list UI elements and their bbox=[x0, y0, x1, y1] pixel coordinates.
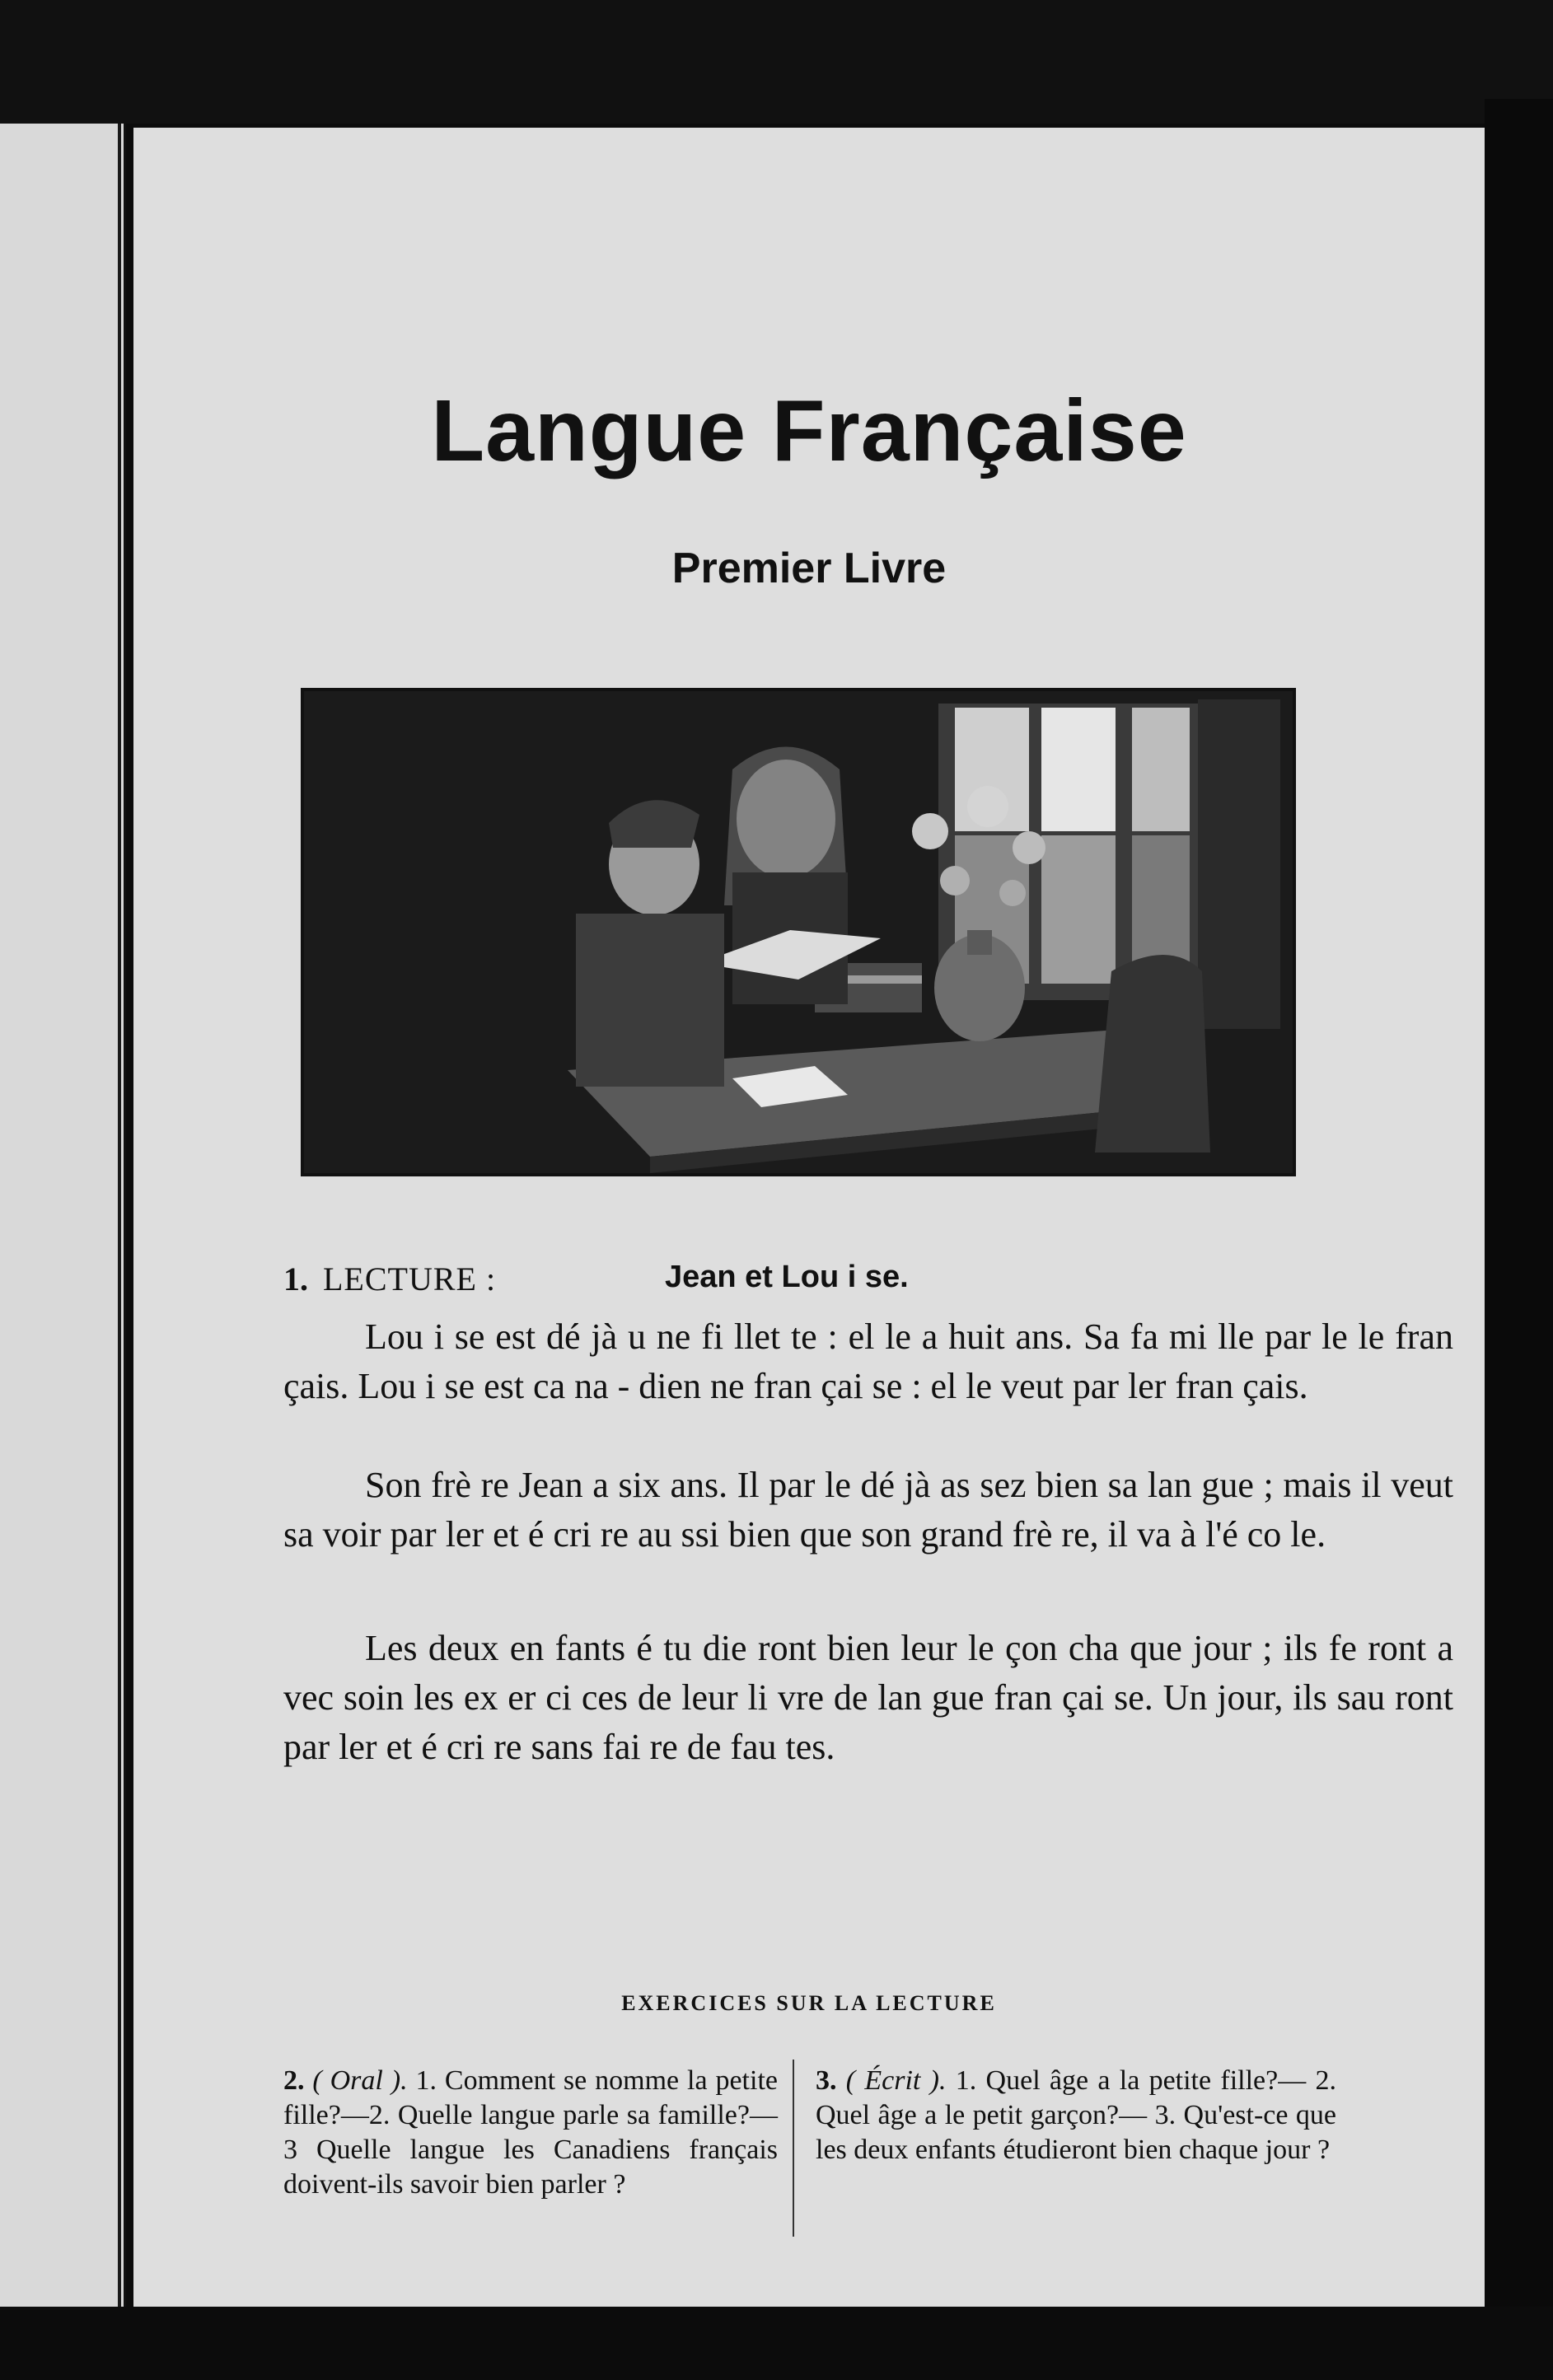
exercise-oral-text: 1. Comment se nomme la petite fille?—2. Quelle langue parle sa famille?—3 Quelle langue les Canadiens français doivent-ils savoir bien parler ? bbox=[283, 2065, 778, 2200]
scan-bottom-border bbox=[0, 2307, 1553, 2380]
children-reading-image bbox=[304, 691, 1293, 1173]
exercises-heading: EXERCICES SUR LA LECTURE bbox=[621, 1991, 997, 2015]
reading-illustration bbox=[301, 688, 1296, 1176]
page-title: Langue Française bbox=[431, 382, 1187, 479]
book-page bbox=[133, 128, 1485, 2307]
lecture-header bbox=[283, 1260, 1437, 1301]
exercise-oral-number: 2. bbox=[283, 2065, 305, 2096]
exercise-ecrit bbox=[816, 2064, 1336, 2167]
page-subtitle: Premier Livre bbox=[671, 545, 947, 592]
scan-top-border bbox=[0, 0, 1553, 124]
exercise-ecrit-number: 3. bbox=[816, 2065, 837, 2096]
column-divider bbox=[793, 2060, 794, 2237]
paragraph-2: Son frè re Jean a six ans. Il par le dé jà as sez bien sa lan gue ; mais il veut sa voir par ler et é cri re au ssi bien que son grand frè re, il va à l'é co le. bbox=[283, 1465, 1453, 1555]
scan-right-border bbox=[1485, 99, 1553, 2380]
left-page-edge bbox=[0, 124, 126, 2307]
paragraph-3: Les deux en fants é tu die ront bien leur le çon cha que jour ; ils fe ront a vec soin les ex er ci ces de leur li vre de lan gue fran çai se. Un jour, ils sau ront par ler et é cri re sans fai re de fau tes. bbox=[283, 1628, 1453, 1767]
story-title: Jean et Lou i se. bbox=[665, 1260, 909, 1294]
lecture-label: LECTURE : bbox=[323, 1260, 497, 1298]
exercise-ecrit-mode: ( Écrit ). bbox=[845, 2065, 947, 2096]
exercise-ecrit-text: 1. Quel âge a la petite fille?— 2. Quel âge a le petit garçon?— 3. Qu'est-ce que les deux enfants étudieront bien chaque jour ? bbox=[816, 2065, 1336, 2165]
paragraph-1: Lou i se est dé jà u ne fi llet te : el le a huit ans. Sa fa mi lle par le le fran çais. Lou i se est ca na - dien ne fran çai se : el le veut par ler fran çais. bbox=[283, 1316, 1453, 1406]
exercise-oral-mode: ( Oral ). bbox=[312, 2065, 408, 2096]
exercise-oral bbox=[283, 2064, 778, 2202]
page-gutter-line bbox=[118, 124, 121, 2307]
lecture-number: 1. bbox=[283, 1260, 308, 1298]
